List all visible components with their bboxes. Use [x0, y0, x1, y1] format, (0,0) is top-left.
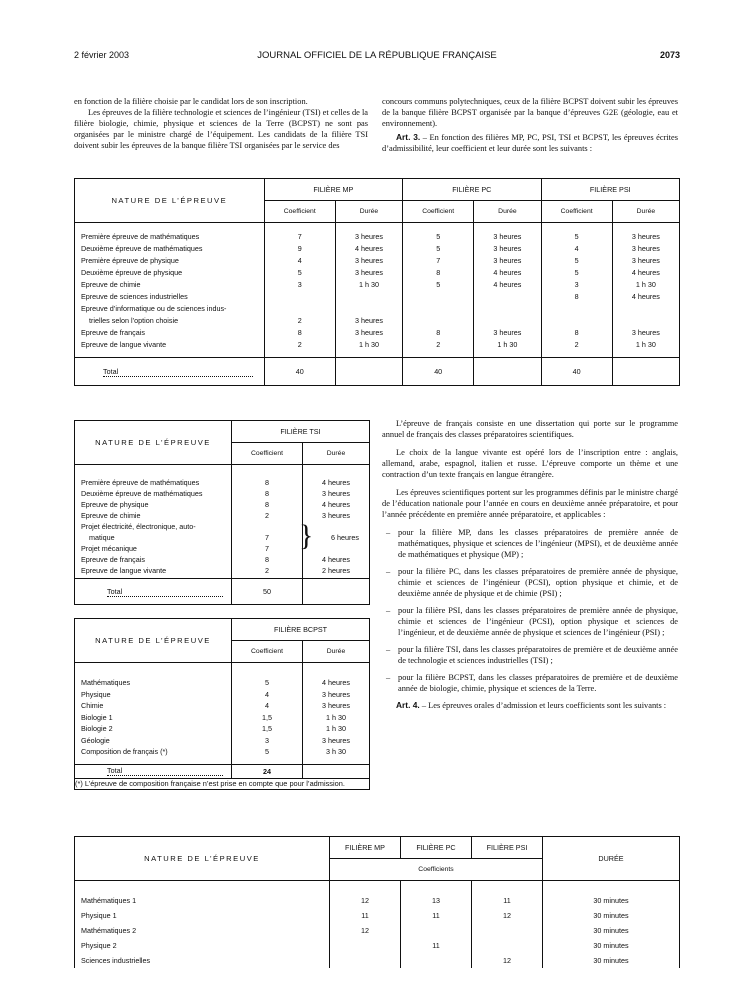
- exam-label: Composition de français (*): [75, 746, 231, 758]
- exam-label: Géologie: [75, 735, 231, 747]
- coef-header: Coefficient: [232, 443, 303, 465]
- exam-label: Sciences industrielles: [75, 953, 329, 968]
- mp-duree-col: 3 heures 4 heures 3 heures 3 heures 1 h 30 3 heures 3 heures 1 h 30: [335, 223, 402, 358]
- exam-label: Deuxième épreuve de mathématiques: [81, 489, 203, 498]
- exam-label: Physique: [75, 689, 231, 701]
- coef-header: Coefficient: [403, 201, 474, 223]
- exam-label: Physique 2: [75, 938, 329, 953]
- coef-header: Coefficient: [232, 641, 303, 663]
- exam-label: Projet électricité, électronique, auto-: [81, 522, 196, 531]
- header-journal: JOURNAL OFFICIEL DE LA RÉPUBLIQUE FRANÇAISE: [257, 50, 497, 61]
- total-label-cell: Total: [75, 358, 265, 386]
- left-column-top: [74, 96, 368, 151]
- tsi-table: [74, 420, 370, 605]
- brace-duration: 6 heures: [331, 533, 359, 542]
- tsi-coef-col: 8 8 8 2 7 7 8 2: [232, 465, 303, 579]
- bcpst-coef-col: 5 4 4 1,5 1,5 3 5: [232, 663, 303, 765]
- exam-label: Première épreuve de mathématiques: [75, 231, 264, 243]
- nature-header: NATURE DE L’ÉPREUVE: [75, 421, 232, 465]
- bcpst-table: [74, 618, 370, 790]
- exam-label: Mathématiques: [75, 677, 231, 689]
- duree-header: Durée: [303, 443, 370, 465]
- exam-label: Epreuve de physique: [75, 499, 231, 510]
- nature-header: NATURE DE L’ÉPREUVE: [75, 179, 265, 223]
- list-item: – pour la filière PSI, dans les classes préparatoires de première année de physique, chimie et sciences de l’ingénieur (PCSI), option physique et sciences de l’ingénieur, et de deuxième année de physique et sciences de l’ingénieur (PSI) ;: [382, 605, 678, 638]
- oral-exams-table: [74, 836, 680, 968]
- list-item: – pour la filière PC, dans les classes préparatoires de première année de physique, chimie et sciences de l’ingénieur (PCSI), option physique et chimie, et de deuxième année de physique et de chimie (PSI) ;: [382, 566, 678, 599]
- paragraph: Le choix de la langue vivante est opéré lors de l’inscription entre : anglais, allemand, arabe, espagnol, italien et russe. L’épreuve comporte un thème et une contraction d’un texte français en langue étrangère.: [382, 448, 678, 479]
- exam-label: Deuxième épreuve de physique: [75, 267, 264, 279]
- article-text: – En fonction des filières MP, PC, PSI, TSI et BCPST, les épreuves écrites d’admissibilité, leur coefficient et leur durée sont les suivants :: [382, 133, 678, 153]
- exam-label: matique: [75, 532, 231, 543]
- header-page-number: 2073: [659, 50, 680, 60]
- exam-label: Mathématiques 1: [75, 893, 329, 908]
- pc-duree-col: 3 heures 3 heures 3 heures 4 heures 4 heures 3 heures 1 h 30: [474, 223, 541, 358]
- exam-label: Epreuve de chimie: [75, 510, 231, 521]
- written-exams-table: [74, 178, 680, 386]
- oral-psi-col: 11 12 12: [472, 881, 543, 969]
- exam-label: trielles selon l’option choisie: [75, 315, 264, 327]
- mp-coef-col: 7 9 4 5 3 2 8 2: [264, 223, 335, 358]
- filiere-bcpst-header: FILIÈRE BCPST: [232, 619, 370, 641]
- coefficients-header: Coefficients: [330, 859, 543, 881]
- nature-header: NATURE DE L’ÉPREUVE: [75, 837, 330, 881]
- total-label-cell: Total: [75, 764, 232, 778]
- filiere-psi-header: FILIÈRE PSI: [541, 179, 679, 201]
- empty-cell: [612, 358, 679, 386]
- article-4: [382, 700, 678, 711]
- exam-label: Projet mécanique: [75, 543, 231, 554]
- labels-cell: [75, 223, 265, 358]
- total-pc: 40: [403, 358, 474, 386]
- exam-label: Biologie 2: [75, 723, 231, 735]
- page-header: [74, 50, 680, 64]
- right-column-middle: [382, 418, 678, 711]
- psi-duree-col: 3 heures 3 heures 3 heures 4 heures 1 h 30 4 heures 3 heures 1 h 30: [612, 223, 679, 358]
- labels-cell: [75, 663, 232, 765]
- oral-mp-col: 12 11 12: [330, 881, 401, 969]
- tsi-duree-col: 4 heures 3 heures 4 heures 3 heures } 6 heures 4 heures 2 heures: [303, 465, 370, 579]
- article-3: [382, 132, 678, 154]
- header-date: 2 février 2003: [74, 50, 130, 60]
- exam-label: Physique 1: [75, 908, 329, 923]
- oral-pc-col: 13 11 11: [401, 881, 472, 969]
- duree-header: Durée: [612, 201, 679, 223]
- exam-label: Epreuve d’informatique ou de sciences indus-: [81, 304, 227, 313]
- filiere-psi-header: FILIÈRE PSI: [472, 837, 543, 859]
- coef-header: Coefficient: [541, 201, 612, 223]
- pc-coef-col: 5 5 7 8 5 8 2: [403, 223, 474, 358]
- paragraph: Les épreuves de la filière technologie et sciences de l’ingénieur (TSI) et celles de la filière biologie, chimie, physique et sciences de la Terre (BCPST) ne sont pas organisées par le ministre chargé de l’équipement. Les candidats de la filière TSI doivent subir les épreuves de la banque filière TSI organisées par le service des: [74, 108, 368, 150]
- exam-label: Biologie 1: [75, 712, 231, 724]
- program-list: [382, 527, 678, 694]
- total-tsi: 50: [232, 579, 303, 605]
- exam-label: Epreuve de sciences industrielles: [75, 291, 264, 303]
- empty-cell: [335, 358, 402, 386]
- exam-label: Mathématiques 2: [75, 923, 329, 938]
- right-column-top: [382, 96, 678, 154]
- total-psi: 40: [541, 358, 612, 386]
- paragraph: en fonction de la filière choisie par le candidat lors de son inscription.: [74, 97, 308, 106]
- paragraph: Les épreuves scientifiques portent sur les programmes définis par le ministre chargé de l’éducation nationale pour l’année en cours en deuxième année préparatoire, et pour l’année précédente en première année préparatoire, et applicables :: [382, 488, 678, 519]
- exam-label: Deuxième épreuve de mathématiques: [75, 243, 264, 255]
- labels-cell: [75, 881, 330, 969]
- coef-header: Coefficient: [264, 201, 335, 223]
- article-label: Art. 4.: [396, 700, 420, 710]
- filiere-pc-header: FILIÈRE PC: [401, 837, 472, 859]
- article-text: – Les épreuves orales d’admission et leurs coefficients sont les suivants :: [419, 701, 667, 710]
- footnote: (*) L’épreuve de composition française n’est prise en compte que pour l’admission.: [75, 778, 370, 789]
- list-item: – pour la filière MP, dans les classes préparatoires de première année de mathématiques, physique et sciences de l’ingénieur (MPSI), et de deuxième année de mathématiques et physique (MP) ;: [382, 527, 678, 560]
- exam-label: Epreuve de langue vivante: [75, 565, 231, 576]
- exam-label: Epreuve de chimie: [75, 279, 264, 291]
- duree-header: DURÉE: [543, 837, 680, 881]
- filiere-mp-header: FILIÈRE MP: [264, 179, 402, 201]
- filiere-mp-header: FILIÈRE MP: [330, 837, 401, 859]
- brace-icon: }: [299, 519, 314, 552]
- article-label: Art. 3.: [396, 132, 421, 142]
- nature-header: NATURE DE L’ÉPREUVE: [75, 619, 232, 663]
- total-bcpst: 24: [232, 764, 303, 778]
- oral-duree-col: 30 minutes 30 minutes 30 minutes 30 minutes 30 minutes: [543, 881, 680, 969]
- total-label-cell: Total: [75, 579, 232, 605]
- filiere-pc-header: FILIÈRE PC: [403, 179, 541, 201]
- exam-label: Epreuve de langue vivante: [75, 339, 264, 351]
- paragraph: concours communs polytechniques, ceux de la filière BCPST doivent subir les épreuves de la banque filière BCPST organisée par la banque d’épreuves G2E (géologie, eau et environnement).: [382, 97, 678, 128]
- bcpst-duree-col: 4 heures 3 heures 3 heures 1 h 30 1 h 30 3 heures 3 h 30: [303, 663, 370, 765]
- duree-header: Durée: [335, 201, 402, 223]
- list-item: – pour la filière TSI, dans les classes préparatoires de première et de deuxième année de technologie et sciences industrielles (TSI) ;: [382, 644, 678, 666]
- list-item: – pour la filière BCPST, dans les classes préparatoires de première et de deuxième année de biologie, chimie, physique et sciences de la Terre.: [382, 672, 678, 694]
- labels-cell: [75, 465, 232, 579]
- exam-label: Epreuve de français: [75, 327, 264, 339]
- empty-cell: [303, 764, 370, 778]
- duree-header: Durée: [303, 641, 370, 663]
- duree-header: Durée: [474, 201, 541, 223]
- psi-coef-col: 5 4 5 5 3 8 8 2: [541, 223, 612, 358]
- paragraph: L’épreuve de français consiste en une dissertation qui porte sur le programme annuel de français des classes préparatoires scientifiques.: [382, 419, 678, 439]
- empty-cell: [303, 579, 370, 605]
- filiere-tsi-header: FILIÈRE TSI: [232, 421, 370, 443]
- exam-label: Epreuve de français: [75, 554, 231, 565]
- exam-label: Première épreuve de physique: [75, 255, 264, 267]
- exam-label: Première épreuve de mathématiques: [75, 477, 231, 488]
- exam-label: Chimie: [75, 700, 231, 712]
- empty-cell: [474, 358, 541, 386]
- total-mp: 40: [264, 358, 335, 386]
- brace-group: [299, 519, 369, 554]
